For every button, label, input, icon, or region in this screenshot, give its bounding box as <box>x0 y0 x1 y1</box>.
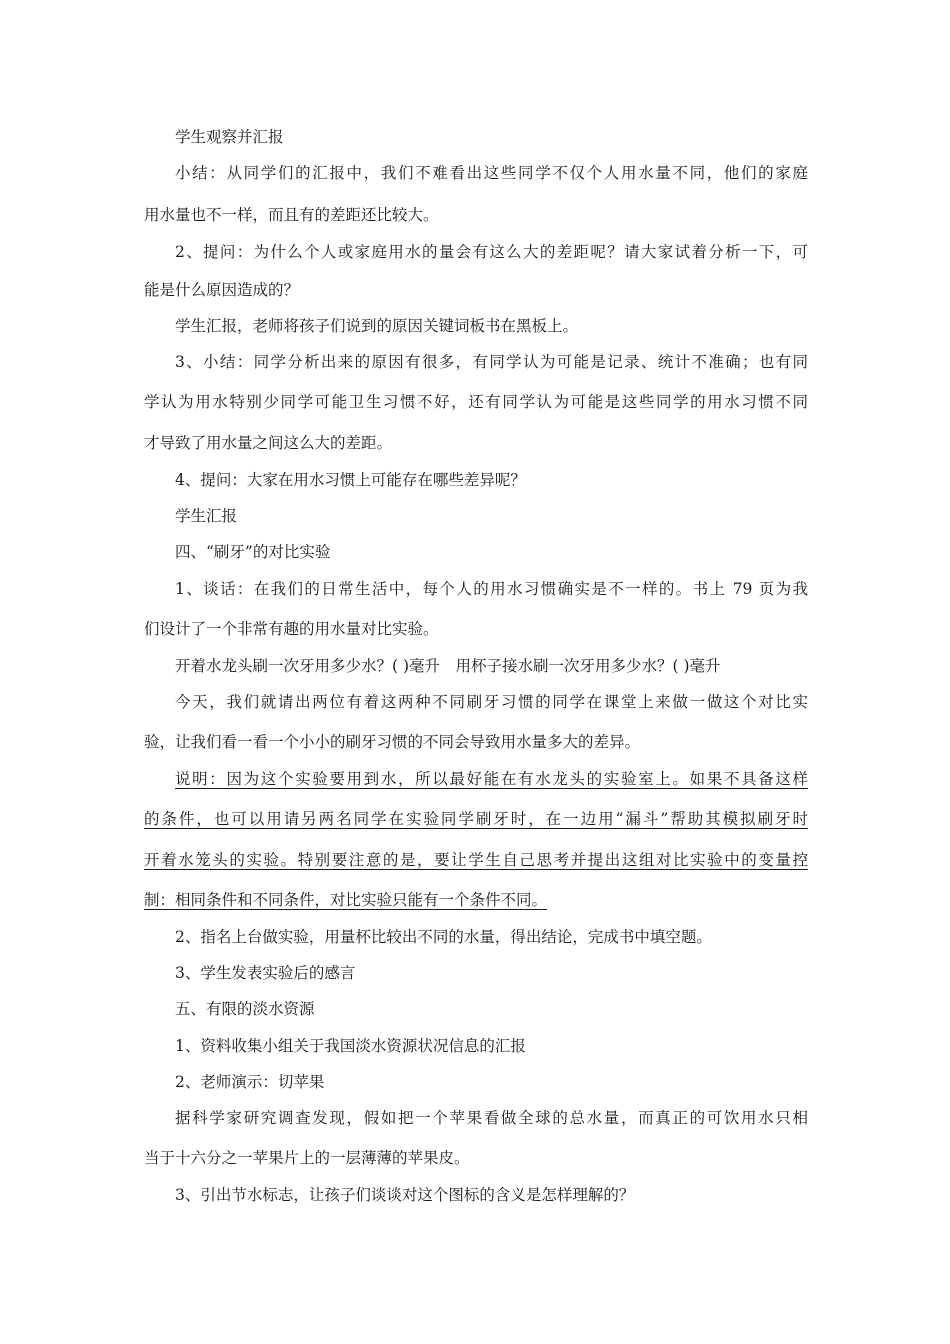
paragraph-line: 当于十六分之一苹果片上的一层薄薄的苹果皮。 <box>144 1149 470 1167</box>
paragraph-line: 3、学生发表实验后的感言 <box>175 964 356 982</box>
paragraph-line: 小结：从同学们的汇报中，我们不难看出这些同学不仅个人用水量不同，他们的家庭 <box>175 164 808 182</box>
paragraph-line: 开着水龙头刷一次牙用多少水？( )毫升 用杯子接水刷一次牙用多少水？( )毫升 <box>175 657 721 675</box>
note-line: 说明：因为这个实验要用到水，所以最好能在有水龙头的实验室上。如果不具备这样 <box>175 770 808 788</box>
paragraph-line: 2、指名上台做实验，用量杯比较出不同的水量，得出结论，完成书中填空题。 <box>175 928 712 946</box>
paragraph-line: 学认为用水特别少同学可能卫生习惯不好，还有同学认为可能是这些同学的用水习惯不同 <box>144 393 808 411</box>
paragraph-line: 据科学家研究调查发现，假如把一个苹果看做全球的总水量，而真正的可饮用水只相 <box>175 1109 808 1127</box>
paragraph-line: 2、提问：为什么个人或家庭用水的量会有这么大的差距呢？请大家试着分析一下，可 <box>175 243 808 261</box>
paragraph-line: 2、老师演示：切苹果 <box>175 1073 325 1091</box>
paragraph-line: 能是什么原因造成的？ <box>144 281 300 299</box>
paragraph-line: 学生汇报 <box>175 507 238 525</box>
note-line: 开着水笼头的实验。特别要注意的是，要让学生自己思考并提出这组对比实验中的变量控 <box>144 851 808 869</box>
paragraph-line: 1、谈话：在我们的日常生活中，每个人的用水习惯确实是不一样的。书上 79 页为我 <box>175 580 808 598</box>
paragraph-line: 学生观察并汇报 <box>175 128 284 146</box>
paragraph-line: 3、引出节水标志，让孩子们谈谈对这个图标的含义是怎样理解的？ <box>175 1186 635 1204</box>
section-heading: 五、有限的淡水资源 <box>175 1000 315 1018</box>
paragraph-line: 用水量也不一样，而且有的差距还比较大。 <box>144 206 439 224</box>
section-heading: 四、“刷牙”的对比实验 <box>175 543 331 561</box>
note-line: 制：相同条件和不同条件，对比实验只能有一个条件不同。 <box>144 891 548 909</box>
note-line: 的条件，也可以用请另两名同学在实验同学刷牙时，在一边用“漏斗”帮助其模拟刷牙时 <box>144 810 808 828</box>
paragraph-line: 今天，我们就请出两位有着这两种不同刷牙习惯的同学在课堂上来做一做这个对比实 <box>175 693 808 711</box>
paragraph-line: 才导致了用水量之间这么大的差距。 <box>144 434 393 452</box>
paragraph-line: 4、提问：大家在用水习惯上可能存在哪些差异呢？ <box>175 471 526 489</box>
paragraph-line: 学生汇报，老师将孩子们说到的原因关键词板书在黑板上。 <box>175 317 579 335</box>
paragraph-line: 验，让我们看一看一个小小的刷牙习惯的不同会导致用水量多大的差异。 <box>144 733 641 751</box>
paragraph-line: 3、小结：同学分析出来的原因有很多，有同学认为可能是记录、统计不准确；也有同 <box>175 353 808 371</box>
paragraph-line: 们设计了一个非常有趣的用水量对比实验。 <box>144 620 439 638</box>
paragraph-line: 1、资料收集小组关于我国淡水资源状况信息的汇报 <box>175 1037 526 1055</box>
